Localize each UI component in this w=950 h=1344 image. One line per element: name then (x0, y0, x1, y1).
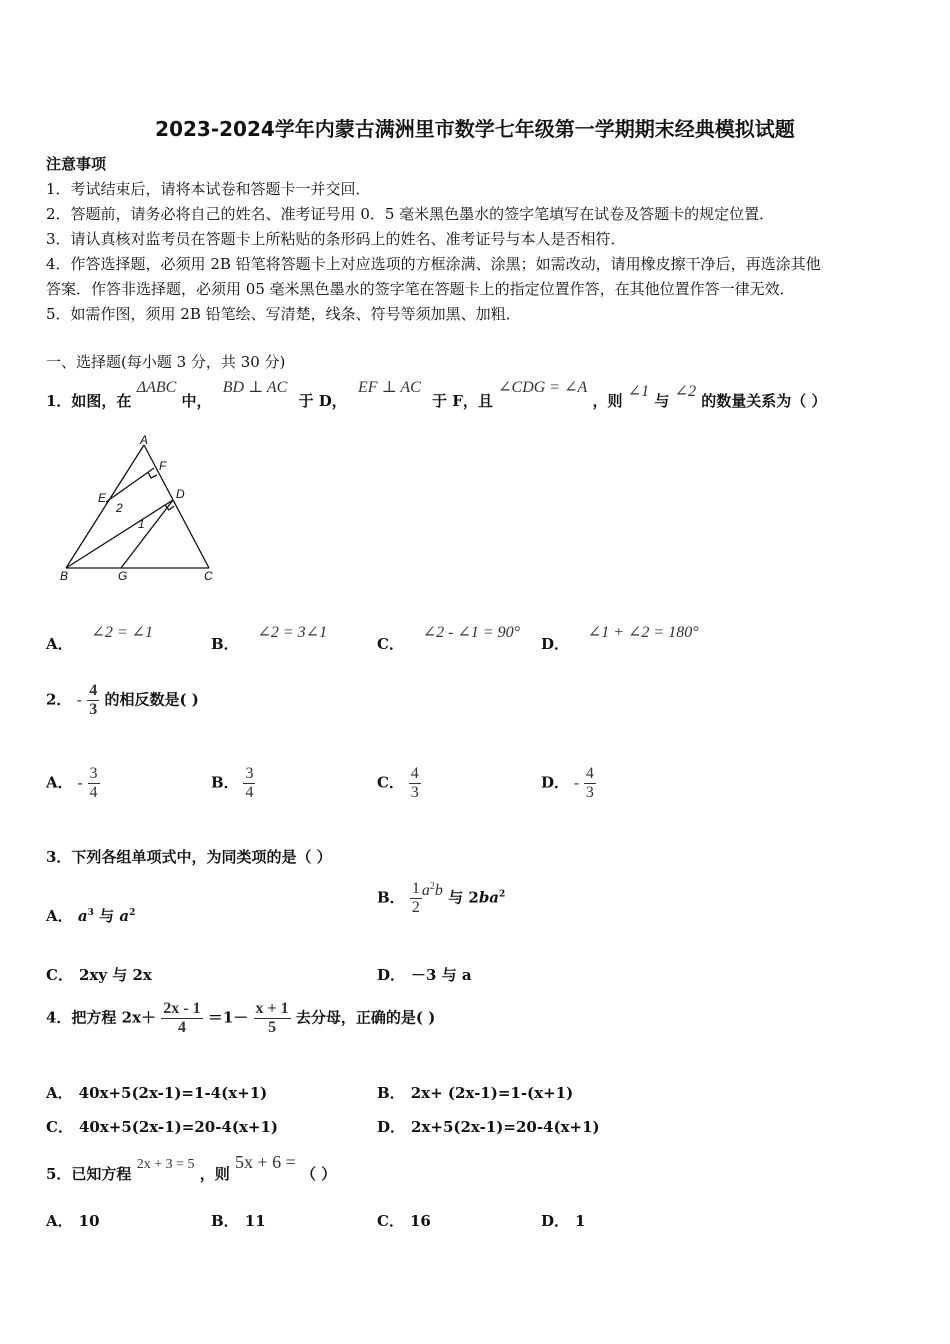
figure-label-e: E (98, 491, 107, 505)
option-expr: ∠2 = ∠1 (91, 624, 154, 641)
q4-option-b[interactable] (377, 1082, 573, 1103)
option-label: A． (46, 907, 73, 925)
option-text: 10 (78, 1212, 100, 1230)
option-text: 2x+5(2x-1)=20-4(x+1) (411, 1118, 600, 1136)
q1-text: 的数量关系为（ ） (701, 392, 827, 410)
option-text: 与 (93, 907, 120, 925)
option-text: 2xy 与 2x (78, 966, 152, 984)
option-label: C． (46, 966, 73, 984)
q5-text: （ ） (301, 1165, 337, 1183)
option-expr: a (119, 907, 130, 925)
q3-option-d[interactable] (377, 964, 472, 985)
q5-option-b[interactable] (211, 1210, 266, 1231)
q4-text: 去分母，正确的是( ) (295, 1008, 436, 1027)
option-exponent: 2 (429, 880, 435, 892)
notes-heading: 注意事项 (46, 155, 107, 173)
option-text: 40x+5(2x-1)=20-4(x+1) (78, 1118, 278, 1136)
q1-math: BD ⊥ AC (222, 379, 288, 396)
option-label: A． (46, 1084, 73, 1102)
note-item: 答案．作答非选择题，必须用 05 毫米黑色墨水的签字笔在答题卡上的指定位置作答，在其他位置作答一律无效． (46, 280, 795, 298)
q5-option-a[interactable] (46, 1210, 100, 1231)
q1-text: 于 D， (298, 392, 347, 410)
q5-option-d[interactable] (541, 1210, 585, 1231)
option-label: B． (211, 1212, 239, 1230)
q4-fraction-1: $\frac{2x - 1}{4}$ (163, 1000, 201, 1036)
option-text: 与 2 (442, 888, 479, 907)
figure-label-1: 1 (138, 517, 145, 531)
note-item: 4．作答选择题，必须用 2B 铅笔将答题卡上对应选项的方框涂满、涂黑；如需改动，请用橡皮擦干净后，再选涂其他 (46, 255, 821, 273)
option-text: 2x+ (2x-1)=1-(x+1) (410, 1084, 574, 1102)
q4-option-d[interactable] (377, 1116, 600, 1137)
option-label: C． (377, 773, 404, 792)
q5-equation: 2x + 3 = 5 (136, 1157, 195, 1172)
figure-label-f: F (159, 459, 167, 473)
option-label: D． (377, 966, 406, 984)
option-label: B． (211, 635, 239, 653)
q2-fraction: $\frac{4}{3}$ (89, 682, 98, 718)
option-label: C． (46, 1118, 73, 1136)
page-title: 2023-2024学年内蒙古满洲里市数学七年级第一学期期末经典模拟试题 (155, 117, 795, 141)
option-fraction: $\frac{4}{3}$ (585, 765, 594, 801)
option-label: A． (46, 1212, 73, 1230)
q1-option-c[interactable] (377, 624, 521, 654)
question-1 (46, 379, 827, 411)
option-label: A． (46, 635, 73, 653)
q5-text: ，则 (199, 1165, 230, 1183)
question-5 (46, 1152, 337, 1184)
q1-option-b[interactable] (211, 624, 328, 654)
option-exponent: 3 (87, 908, 94, 918)
q1-option-a[interactable] (46, 624, 154, 654)
q1-math: ∠CDG = ∠A (498, 379, 588, 396)
option-label: D． (377, 1118, 406, 1136)
section-heading: 一、选择题(每小题 3 分，共 30 分) (46, 353, 286, 371)
q1-text: ，则 (592, 392, 623, 410)
option-label: A． (46, 773, 73, 792)
q1-math: ∠2 (674, 383, 697, 400)
option-expr: ∠1 + ∠2 = 180° (587, 624, 699, 641)
q5-option-c[interactable] (377, 1210, 431, 1231)
question-4 (46, 1000, 435, 1037)
q1-text: 中， (181, 392, 212, 410)
q1-text: 与 (654, 392, 670, 410)
option-sign: - (573, 774, 580, 792)
note-item: 2．答题前，请务必将自己的姓名、准考证号用 0．5 毫米黑色墨水的签字笔填写在试卷及答题卡的规定位置． (46, 205, 775, 223)
option-text: 16 (409, 1212, 431, 1230)
question-3: 3．下列各组单项式中，为同类项的是（ ） (46, 848, 332, 866)
option-exponent: 2 (499, 889, 506, 900)
option-sign: - (77, 774, 83, 792)
figure-label-g: G (118, 569, 128, 583)
option-label: D． (541, 635, 570, 653)
q4-text: 4．把方程 2x＋ (46, 1008, 157, 1027)
q1-text: 1．如图，在 (46, 392, 132, 410)
option-expr: b (434, 881, 443, 899)
q2-option-d[interactable] (541, 765, 596, 802)
q2-sign: - (76, 691, 82, 709)
q1-text: 于 F，且 (432, 392, 493, 410)
option-expr: a (421, 881, 430, 899)
option-exponent: 2 (129, 908, 136, 918)
option-text: 40x+5(2x-1)=1-4(x+1) (78, 1084, 268, 1102)
figure-label-b: B (60, 569, 69, 583)
option-expr: ∠2 - ∠1 = 90° (422, 624, 521, 641)
note-item: 5．如需作图，须用 2B 铅笔绘、写清楚，线条、符号等须加黑、加粗． (46, 305, 521, 323)
question-2 (46, 682, 199, 719)
q1-math: EF ⊥ AC (358, 379, 421, 396)
figure-label-a: A (140, 433, 149, 447)
option-text: 11 (244, 1212, 266, 1230)
q4-option-a[interactable] (46, 1082, 267, 1103)
q2-option-b[interactable] (211, 765, 255, 802)
option-label: D． (541, 773, 570, 792)
q4-text: ＝1－ (207, 1008, 249, 1027)
option-fraction: $\frac{1}{2}$ (411, 880, 420, 916)
figure-label-c: C (204, 569, 213, 583)
q5-text: 5．已知方程 (46, 1165, 132, 1183)
figure-label-2: 2 (116, 501, 123, 515)
q4-option-c[interactable] (46, 1116, 278, 1137)
q3-option-a[interactable] (46, 905, 135, 926)
q2-option-a[interactable] (46, 765, 100, 802)
option-fraction: $\frac{4}{3}$ (410, 765, 419, 801)
option-label: B． (377, 888, 405, 907)
option-text: 1 (575, 1212, 586, 1230)
q2-number: 2． (46, 690, 72, 709)
option-expr: ba (478, 888, 500, 907)
triangle-figure (56, 430, 226, 585)
q3-option-b[interactable] (377, 880, 505, 917)
q5-expression: 5x + 6 = (234, 1152, 296, 1172)
option-label: C． (377, 635, 404, 653)
note-item: 1．考试结束后，请将本试卷和答题卡一并交回． (46, 180, 371, 198)
q1-math: ΔABC (136, 379, 177, 396)
option-label: B． (377, 1084, 405, 1102)
q2-text: 的相反数是( ) (104, 690, 199, 709)
q2-option-c[interactable] (377, 765, 421, 802)
q4-fraction-2: $\frac{x + 1}{5}$ (255, 1000, 289, 1036)
option-label: B． (211, 773, 239, 792)
option-fraction: $\frac{3}{4}$ (89, 765, 98, 801)
q1-option-d[interactable] (541, 624, 699, 654)
option-expr: ∠2 = 3∠1 (257, 624, 328, 641)
note-item: 3．请认真核对监考员在答题卡上所粘贴的条形码上的姓名、准考证号与本人是否相符． (46, 230, 626, 248)
q3-option-c[interactable] (46, 964, 152, 985)
option-fraction: $\frac{3}{4}$ (245, 765, 254, 801)
option-expr: a (77, 907, 88, 925)
option-label: C． (377, 1212, 404, 1230)
figure-label-d: D (176, 487, 185, 501)
option-label: D． (541, 1212, 570, 1230)
q1-math: ∠1 (627, 383, 650, 400)
option-text: －3 与 a (411, 966, 472, 984)
